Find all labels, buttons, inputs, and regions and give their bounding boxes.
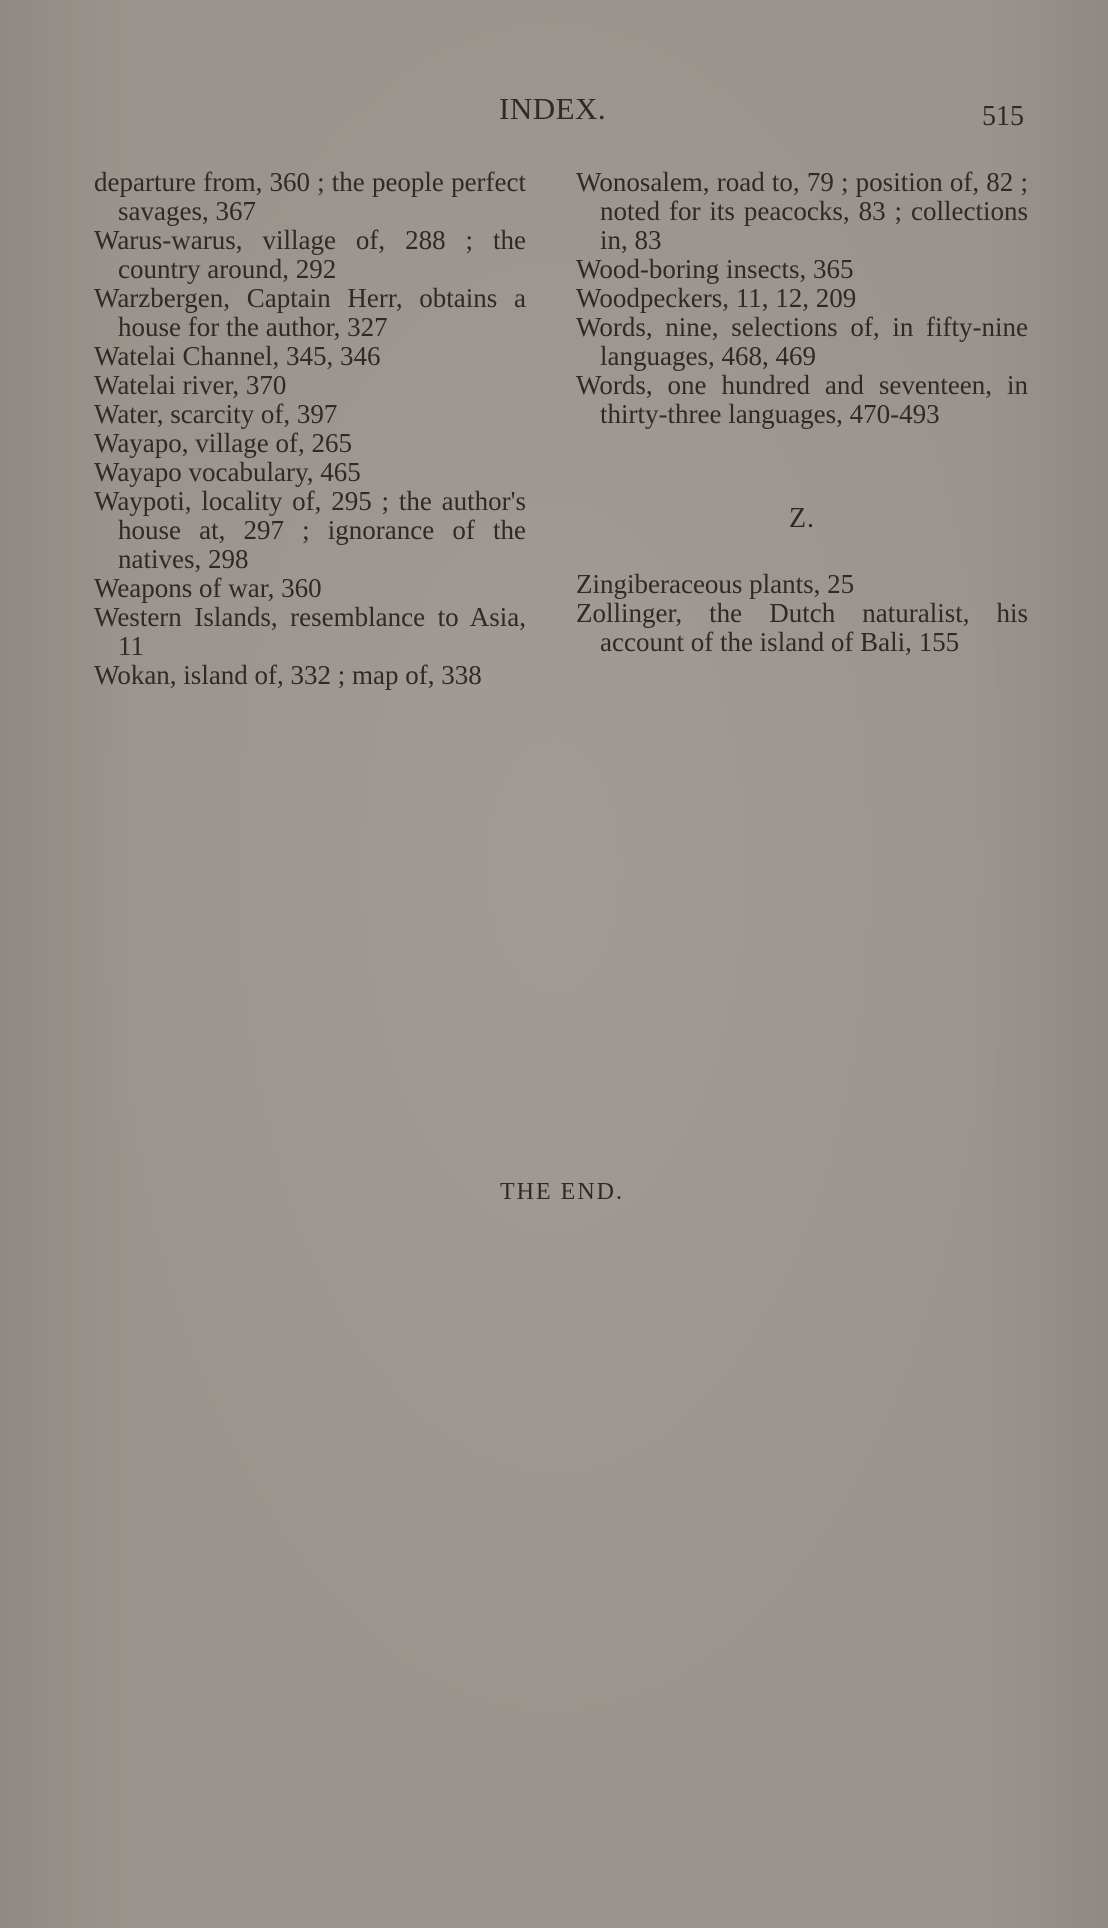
index-entry: Watelai Channel, 345, 346 [94, 341, 381, 371]
section-letter-z: Z. [788, 503, 816, 534]
index-entry: Wonosalem, road to, 79 ; position of, 82 ; noted for its peacocks, 83 ; collections in, 83 [576, 167, 1028, 255]
index-entry: Warzbergen, Captain Herr, obtains a house for the author, 327 [94, 283, 526, 342]
index-right-column [576, 168, 1028, 657]
index-entry: Warus-warus, village of, 288 ; the country around, 292 [94, 225, 526, 284]
index-entry: Wayapo, village of, 265 [94, 428, 353, 458]
page-header-title: INDEX. [499, 91, 607, 126]
index-entry: Watelai river, 370 [94, 370, 287, 400]
index-entry: Woodpeckers, 11, 12, 209 [576, 283, 857, 313]
index-entry: Words, nine, selections of, in fifty-nine languages, 468, 469 [576, 312, 1028, 371]
index-entry: Wayapo vocabulary, 465 [94, 457, 361, 487]
index-left-column [94, 168, 526, 690]
index-entry: Zingiberaceous plants, 25 [576, 569, 855, 599]
index-entry: Weapons of war, 360 [94, 573, 322, 603]
page-number: 515 [982, 101, 1024, 132]
index-entry: Wood-boring insects, 365 [576, 254, 854, 284]
index-entry: Zollinger, the Dutch naturalist, his account of the island of Bali, 155 [576, 598, 1028, 657]
index-entry: Western Islands, resemblance to Asia, 11 [94, 602, 526, 661]
the-end-text: THE END. [500, 1179, 624, 1205]
index-entry: departure from, 360 ; the people perfect savages, 367 [94, 167, 526, 226]
index-entry: Words, one hundred and seventeen, in thirty-three languages, 470-493 [576, 370, 1028, 429]
index-entry: Wokan, island of, 332 ; map of, 338 [94, 660, 482, 690]
index-entry: Water, scarcity of, 397 [94, 399, 338, 429]
index-entry: Waypoti, locality of, 295 ; the author's house at, 297 ; ignorance of the natives, 298 [94, 486, 526, 574]
